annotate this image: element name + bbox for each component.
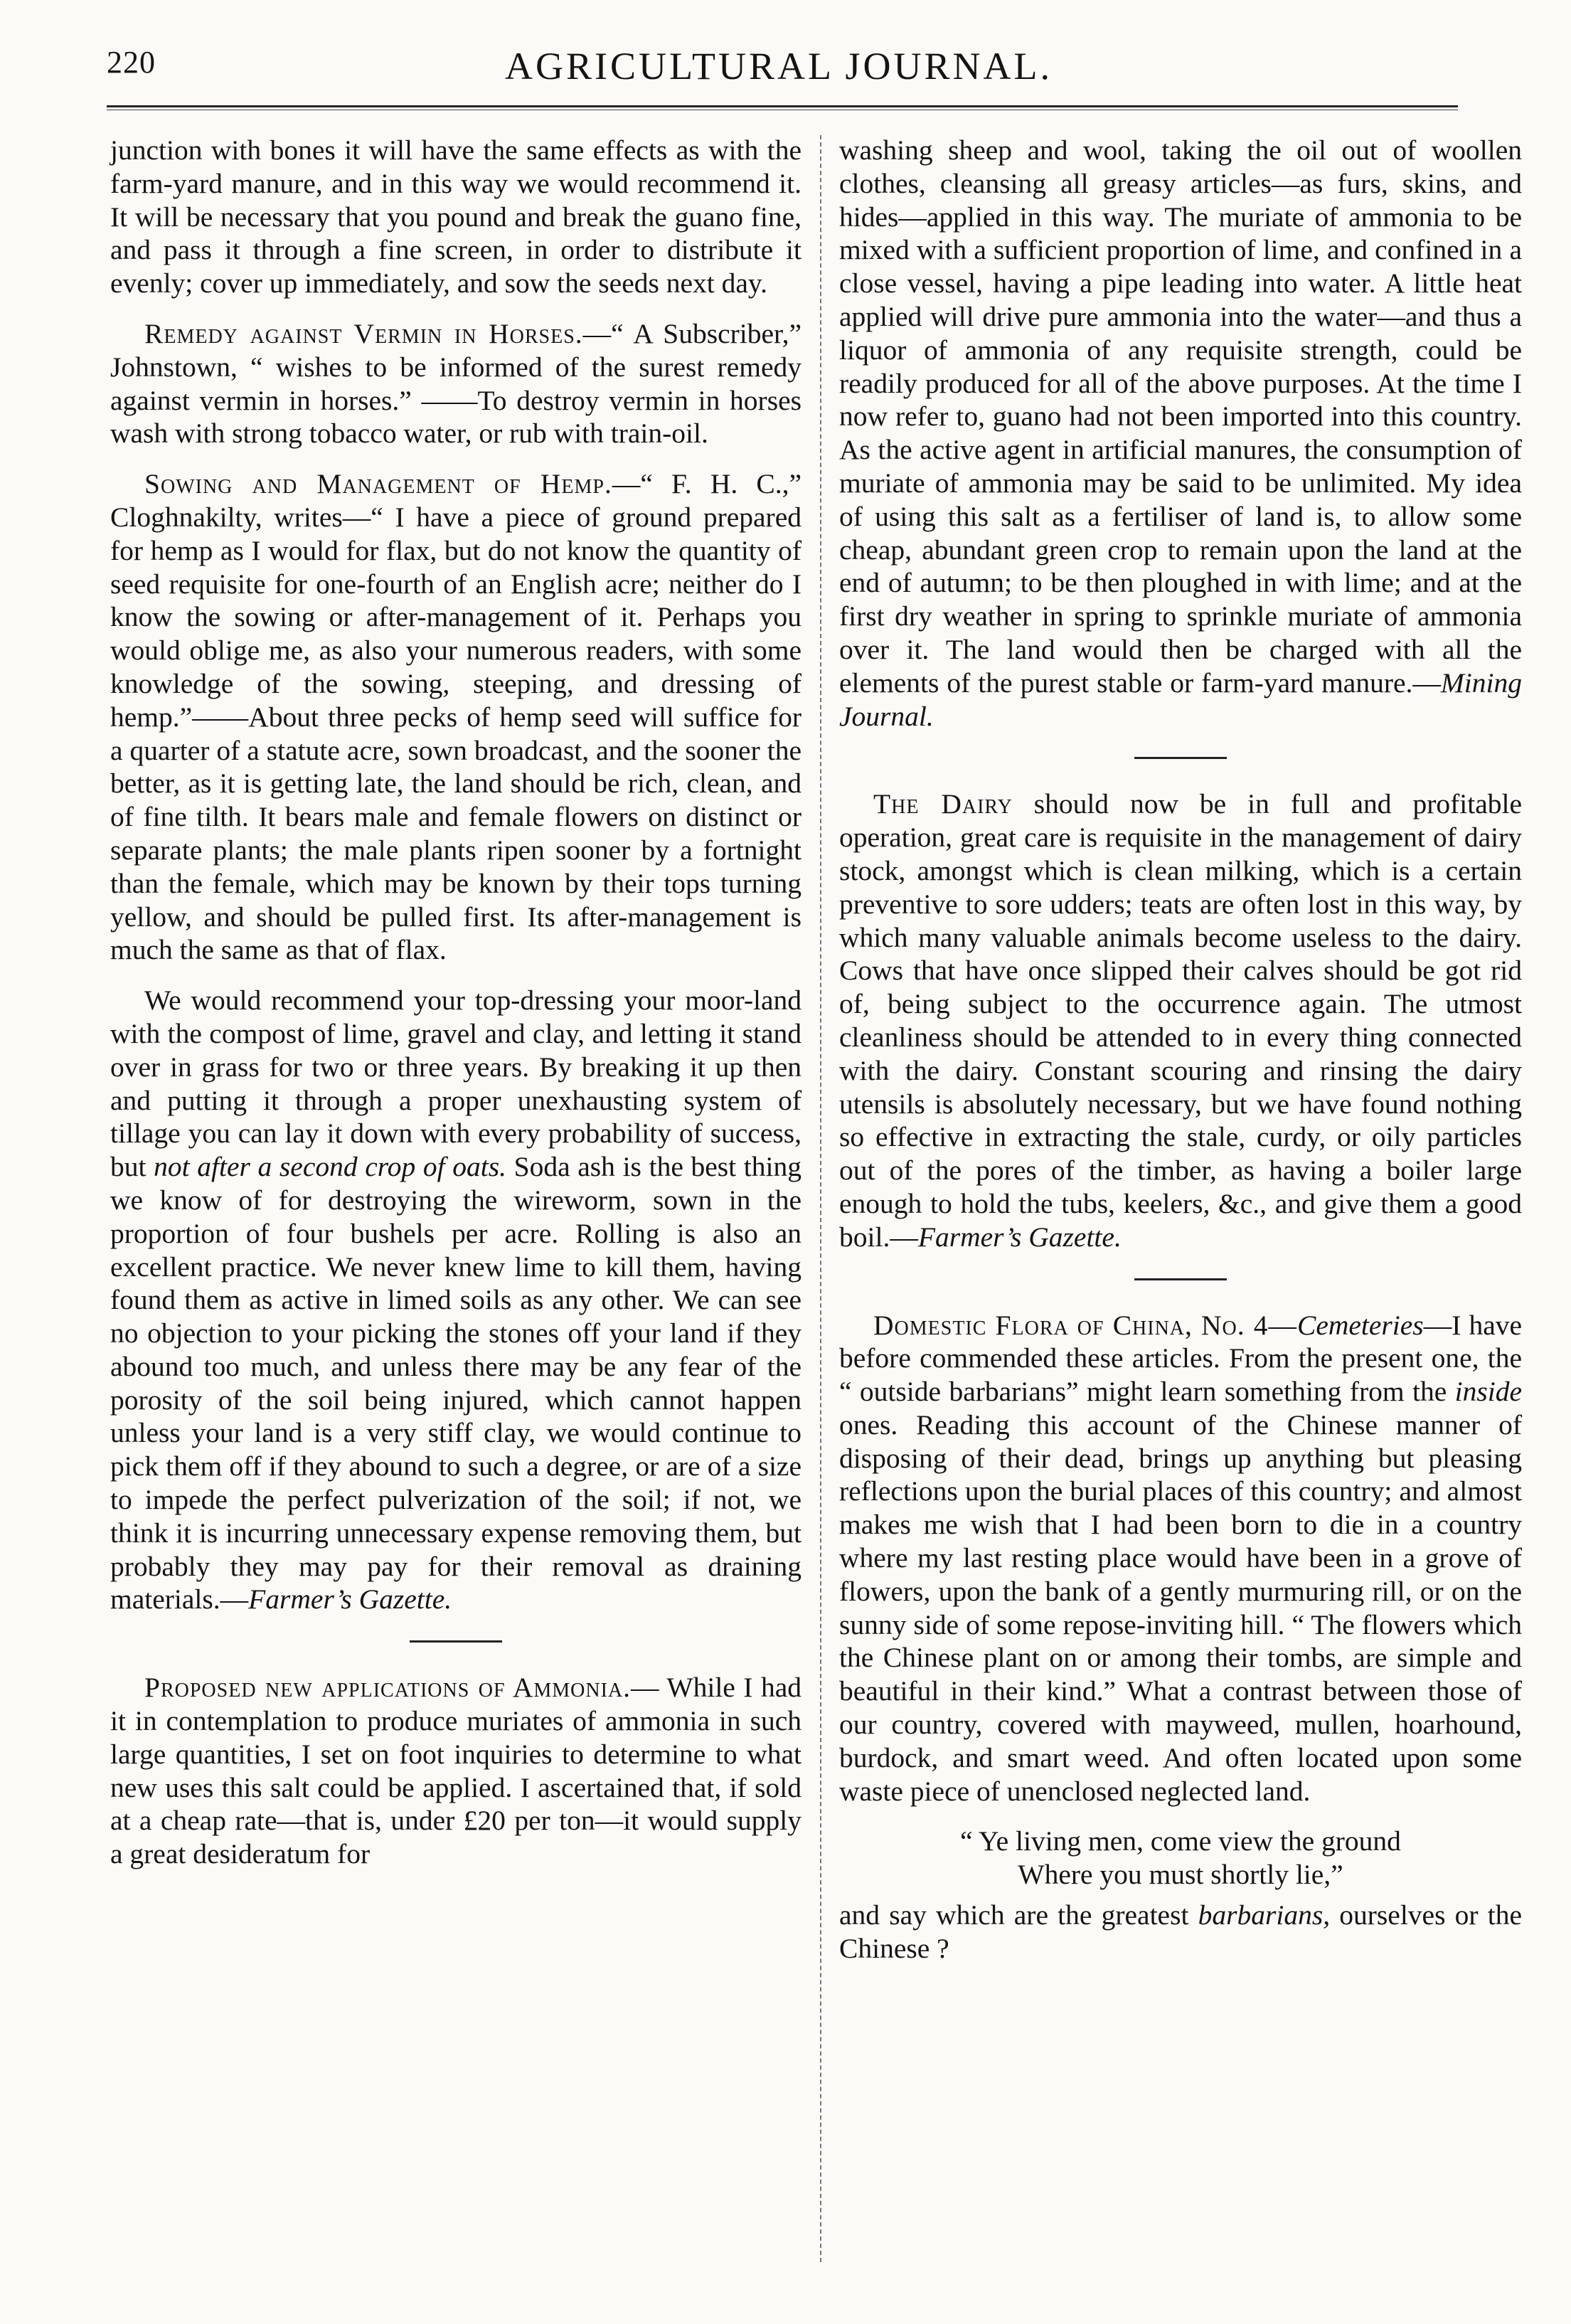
- emphasis-text: not after a second crop of oats.: [154, 1151, 506, 1183]
- paragraph-text: washing sheep and wool, taking the oil out of woollen clothes, cleansing all greasy articles—as furs, skins, and hides—applied in this way. The muriate of ammonia to be mixed with a sufficient proportion of lime, and confined in a close vessel, having a pipe leading into water. A little heat applied will drive pure ammonia into the water—and thus a liquor of ammonia of any requisite strength, could be readily produced for all of the above purposes. At the time I now refer to, guano had not been imported into this country. As the active agent in artificial manures, the consumption of muriate of ammonia may be said to be unlimited. My idea of using this salt as a fertiliser of land is, to allow some cheap, abundant green crop to remain upon the land at the end of autumn; to be then ploughed in with lime; and at the first dry weather in spring to sprinkle muriate of ammonia over it. The land would then be charged with all the elements of the purest stable or farm-yard manure.—: [839, 134, 1522, 699]
- paragraph-text: We would recommend your top-dressing your moor-land with the compost of lime, gravel and clay, and letting it stand over in grass for two or three years. By breaking it up then and putting it through a proper unexhausting system of tillage you can lay it down with every probability of success, but: [110, 985, 802, 1183]
- verse-quote: [839, 1825, 1522, 1891]
- article-heading: Sowing and Management of Hemp.: [144, 468, 612, 500]
- verse-line: “ Ye living men, come view the ground: [960, 1825, 1401, 1857]
- vermin-in-horses-article: [110, 317, 802, 450]
- paragraph-text: ourselves or the Chinese ?: [839, 1899, 1522, 1964]
- emphasis-text: inside: [1454, 1376, 1522, 1408]
- paragraph-text: Soda ash is the best thing we know of for destroying the wireworm, sown in the proportion of four bushels per acre. Rolling is also an excellent practice. We never knew lime to kill them, having found them as active in limed soils as any other. We can see no objection to your picking the stones off your land if they abound too much, and unless there may be any fear of the porosity of the soil being injured, which cannot happen unless your land is a very stiff clay, we would continue to pick them off if they abound to such a degree, or are of a size to impede the perfect pulverization of the soil; if not, we think it is incurring unnecessary expense removing them, but probably they may pay for their removal as draining materials.—: [110, 1151, 802, 1615]
- closing-paragraph: [839, 1899, 1522, 1965]
- moor-land-paragraph: [110, 984, 802, 1616]
- article-text: — While I had it in contemplation to produce muriates of ammonia in such large quantities, I set on foot inquiries to determine to what new uses this salt could be applied. I ascertained that, if sold at a cheap rate—that is, under £20 per ton—it would supply a great desideratum for: [110, 1672, 802, 1870]
- article-text: should now be in full and profitable operation, great care is requisite in the management of dairy stock, amongst which is clean milking, which is a certain preventive to sore udders; teats are often lost in this way, by which many valuable animals become useless to the dairy. Cows that have once slipped their calves should be got rid of, being subject to the occurrence again. The utmost cleanliness should be attended to in every thing connected with the dairy. Constant scouring and rinsing the dairy utensils is absolutely necessary, but we have found nothing so effective in extracting the stale, curdy, or oily particles out of the pores of the timber, as having a boiler large enough to hold the tubs, keelers, &c., and give them a good boil.—: [839, 788, 1523, 1253]
- header-rule: [107, 105, 1458, 110]
- article-text: —I have before commended these articles. From the present one, the “ outside barbarians” might learn something from the: [839, 1309, 1523, 1408]
- emphasis-text: barbarians,: [1198, 1899, 1331, 1931]
- page-number: 220: [107, 45, 156, 80]
- article-text: ones. Reading this account of the Chinese manner of disposing of their dead, brings up anything but pleasing reflections upon the burial places of this country; and almost makes me wish that I had been born to die in a country where my last resting place would have been in a grove of flowers, upon the bank of a gently murmuring rill, or on the sunny side of some repose-inviting hill. “ The flowers which the Chinese plant on or among their tombs, are simple and beautiful in their kind.” What a contrast between those of our country, covered with mayweed, mullen, hoarhound, burdock, and smart weed. And often located upon some waste piece of unenclosed neglected land.: [839, 1408, 1522, 1807]
- section-separator: [410, 1640, 502, 1643]
- page-header: [107, 44, 1451, 94]
- source-citation: Farmer’s Gazette.: [917, 1221, 1122, 1253]
- article-heading: Proposed new applications of Ammonia.: [144, 1672, 632, 1704]
- paragraph-text: and say which are the greatest: [839, 1899, 1198, 1931]
- column-divider: [820, 135, 821, 2262]
- verse-line: Where you must shortly lie,”: [1018, 1859, 1343, 1891]
- article-heading: The Dairy: [873, 788, 1013, 820]
- article-text: —“ F. H. C.,” Cloghnakilty, writes—“ I have a piece of ground prepared for hemp as I would for flax, but do not know the quantity of seed requisite for one-fourth of an English acre; neither do I know the sowing or after-management of it. Perhaps you would oblige me, as also your numerous readers, with some knowledge of the sowing, steeping, and dressing of hemp.”——About three pecks of hemp seed will suffice for a quarter of a statute acre, sown broadcast, and the sooner the better, as it is getting late, the land should be rich, clean, and of fine tilth. It bears male and female flowers on distinct or separate plants; the male plants ripen sooner by a fortnight than the female, which may be known by their tops turning yellow, and should be pulled first. Its after-management is much the same as that of flax.: [110, 468, 802, 966]
- dairy-article: [839, 787, 1522, 1253]
- hemp-article: [110, 467, 802, 967]
- source-citation: Farmer’s Gazette.: [248, 1583, 452, 1615]
- ammonia-continuation: [839, 134, 1522, 733]
- journal-title: AGRICULTURAL JOURNAL.: [504, 45, 1053, 87]
- right-column: [839, 134, 1522, 1983]
- article-heading: Remedy against Vermin in Horses.: [144, 317, 583, 349]
- ammonia-article: [110, 1671, 802, 1871]
- source-citation: Mining Journal.: [839, 667, 1522, 732]
- article-text: —“ A Subscriber,” Johnstown, “ wishes to be informed of the surest remedy against vermin in horses.” ——To destroy vermin in horses wash with strong tobacco water, or rub with train-oil.: [110, 317, 802, 450]
- guano-paragraph: junction with bones it will have the same effects as with the farm-yard manure, and in this way we would recommend it. It will be necessary that you pound and break the guano fine, and pass it through a fine screen, in order to distribute it evenly; cover up immediately, and sow the seeds next day.: [110, 134, 802, 299]
- china-flora-article: [839, 1309, 1522, 1808]
- section-separator: [1134, 1278, 1227, 1280]
- section-separator: [1134, 757, 1227, 759]
- article-heading: Domestic Flora of China, No. 4—: [873, 1309, 1297, 1341]
- heading-emphasis: Cemeteries: [1296, 1309, 1424, 1341]
- left-column: [110, 134, 802, 1888]
